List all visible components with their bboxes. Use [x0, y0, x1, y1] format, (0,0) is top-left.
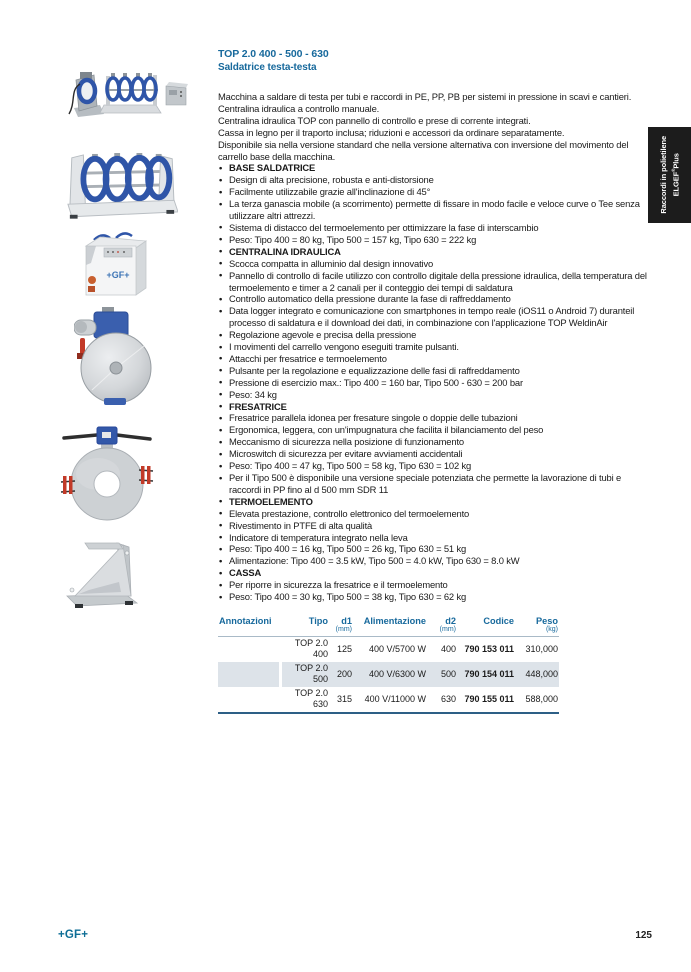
feature-item: • Peso: Tipo 400 = 16 kg, Tipo 500 = 26 kg, Tipo 630 = 51 kg	[219, 542, 467, 555]
cell-d1: 125	[336, 643, 352, 654]
feature-item: • Meccanismo di sicurezza nella posizione di funzionamento	[219, 435, 464, 448]
cell-peso: 448,000	[518, 662, 559, 687]
bullet-icon: •	[219, 388, 223, 400]
cell-peso: 588,000	[518, 687, 559, 713]
bullet-icon: •	[219, 495, 223, 507]
bullet-icon: •	[219, 173, 223, 185]
photo-facing-tool	[74, 306, 154, 405]
col-codice: Codice	[460, 616, 518, 637]
machine-set-illustration	[60, 64, 190, 122]
facing-tool-illustration	[74, 306, 154, 405]
bullet-icon: •	[219, 542, 223, 554]
feature-item: • Controllo automatico della pressione durante la fase di raffreddamento	[219, 292, 511, 305]
gf-logo: +GF+	[58, 929, 89, 941]
col-alimentazione: Alimentazione	[356, 616, 430, 637]
feature-item: • Scocca compatta in alluminio dal design innovativo	[219, 257, 434, 269]
main-content	[218, 48, 655, 714]
feature-item: • Fresatrice parallela idonea per fresature singole o doppie delle tubazioni	[219, 411, 518, 424]
heating-element-illustration	[60, 426, 154, 522]
feature-item: • FRESATRICE	[219, 400, 287, 412]
feature-item: • Microswitch di sicurezza per evitare avviamenti accidentali	[219, 447, 463, 460]
bullet-icon: •	[219, 376, 223, 388]
hydraulic-unit-illustration	[80, 231, 152, 302]
intro-paragraph: Centralina idraulica a controllo manuale.	[218, 102, 380, 114]
cell-d1: 315	[332, 687, 356, 713]
page-title: TOP 2.0 400 - 500 - 630	[218, 48, 329, 60]
cell-tipo: TOP 2.0 400	[294, 638, 328, 660]
bullet-icon: •	[219, 590, 223, 602]
feature-item: • Peso: Tipo 400 = 47 kg, Tipo 500 = 58 kg, Tipo 630 = 102 kg	[219, 459, 472, 472]
bullet-icon: •	[219, 197, 223, 209]
intro-paragraph: Centralina idraulica TOP con pannello di controllo e prese di corrente integrati.	[218, 114, 531, 126]
cell-d2: 500	[430, 662, 460, 687]
bullet-icon: •	[219, 531, 223, 543]
page-number: 125	[635, 930, 652, 941]
feature-list	[218, 162, 655, 603]
bullet-icon: •	[219, 340, 223, 352]
cell-annotazione	[218, 662, 280, 687]
bullet-icon: •	[219, 400, 223, 412]
cell-tipo: TOP 2.0 500	[280, 662, 332, 687]
feature-item: • Regolazione agevole e precisa della pressione	[219, 328, 417, 341]
cell-codice: 790 155 011	[460, 687, 518, 713]
col-d1: d1 (mm)	[332, 616, 356, 637]
bullet-icon: •	[219, 566, 223, 578]
table-row	[218, 687, 559, 713]
category-tab-text	[659, 136, 681, 214]
col-annotazioni: Annotazioni	[218, 616, 280, 637]
bullet-icon: •	[219, 554, 223, 566]
bullet-icon: •	[219, 221, 223, 233]
feature-item: • Pressione di esercizio max.: Tipo 400 = 160 bar, Tipo 500 - 630 = 200 bar	[219, 376, 523, 388]
cell-annotazione	[218, 636, 280, 662]
bullet-icon: •	[219, 364, 223, 376]
tab-line2: ELGEF®Plus	[670, 153, 680, 197]
bullet-icon: •	[219, 257, 223, 269]
bullet-icon: •	[219, 245, 223, 257]
feature-item: • Design di alta precisione, robusta e anti-distorsione	[219, 173, 434, 186]
cell-codice: 790 153 011	[464, 643, 514, 654]
bullet-icon: •	[219, 578, 223, 590]
cell-tipo: TOP 2.0 630	[280, 687, 332, 713]
cell-alimentazione: 400 V/11000 W	[356, 687, 430, 713]
cell-d1: 200	[332, 662, 356, 687]
bullet-icon: •	[219, 233, 223, 245]
feature-item: • Data logger integrato e comunicazione con smartphones in tempo reale (iOS11 o Android 7) duranteil processo di saldatura e il download dei dati, in combinazione con l'applicazione TOP WeldinAir	[219, 304, 635, 329]
page-subtitle: Saldatrice testa-testa	[218, 62, 317, 73]
feature-item: • Peso: Tipo 400 = 80 kg, Tipo 500 = 157 kg, Tipo 630 = 222 kg	[219, 233, 477, 245]
bullet-icon: •	[219, 161, 223, 173]
feature-item: • BASE SALDATRICE	[219, 161, 316, 174]
feature-item: • Alimentazione: Tipo 400 = 3.5 kW, Tipo 500 = 4.0 kW, Tipo 630 = 8.0 kW	[219, 554, 520, 567]
feature-item: • Ergonomica, leggera, con un'impugnatura che facilita il bilanciamento del peso	[219, 423, 544, 436]
table-row	[218, 662, 559, 687]
bullet-icon: •	[219, 411, 223, 423]
gf-mark: +GF+	[106, 270, 130, 280]
base-machine-illustration	[66, 142, 178, 220]
bullet-icon: •	[219, 507, 223, 519]
photo-base-machine	[66, 142, 178, 220]
feature-item: • Per riporre in sicurezza la fresatrice e il termoelemento	[219, 578, 448, 591]
bullet-icon: •	[219, 447, 223, 459]
intro-paragraph: Cassa in legno per il traporto inclusa; riduzioni e accessori da ordinare separatamente.	[218, 126, 565, 138]
bullet-icon: •	[219, 519, 223, 531]
registered-mark: ®	[670, 168, 676, 173]
photo-transport-box	[63, 540, 142, 611]
photo-hydraulic-unit	[80, 231, 152, 302]
cell-alimentazione: 400 V/5700 W	[368, 643, 426, 654]
bullet-icon: •	[219, 328, 223, 340]
bullet-icon: •	[219, 304, 223, 316]
photo-heating-element	[60, 426, 154, 522]
feature-item: • Peso: 34 kg	[219, 388, 277, 400]
cell-alimentazione: 400 V/6300 W	[356, 662, 430, 687]
feature-item: • Elevata prestazione, controllo elettronico del termoelemento	[219, 507, 470, 519]
cell-annotazione	[218, 687, 280, 713]
bullet-icon: •	[219, 352, 223, 364]
bullet-icon: •	[219, 423, 223, 435]
table-header-row	[218, 616, 559, 637]
feature-item: • La terza ganascia mobile (a scorrimento) permette di fissare in modo facile e veloce curve o Tee senza utilizzare altri attrezzi.	[219, 197, 640, 222]
feature-item: • Pannello di controllo di facile utilizzo con controllo digitale della pressione idraulica, della temperatura del termoelemento e timer a 2 canali per il conteggio dei tempi di saldatura	[219, 269, 647, 293]
col-peso: Peso (kg)	[518, 616, 559, 637]
bullet-icon: •	[219, 292, 223, 304]
feature-item: • Peso: Tipo 400 = 30 kg, Tipo 500 = 38 kg, Tipo 630 = 62 kg	[219, 590, 467, 603]
table-row	[218, 636, 559, 662]
feature-item: • Pulsante per la regolazione e equalizzazione delle fasi di raffreddamento	[219, 364, 520, 376]
feature-item: • Indicatore di temperatura integrato nella leva	[219, 531, 408, 543]
bullet-icon: •	[219, 435, 223, 447]
spec-table	[218, 616, 559, 714]
bullet-icon: •	[219, 269, 223, 281]
feature-item: • CENTRALINA IDRAULICA	[219, 245, 341, 257]
feature-item: • Per il Tipo 500 è disponibile una versione speciale potenziata che permette la lavorazione di tubi e raccordi in PP fino al d 500 mm SDR 11	[219, 471, 622, 495]
bullet-icon: •	[219, 459, 223, 471]
intro-paragraph: Macchina a saldare di testa per tubi e raccordi in PE, PP, PB per sistemi in pressione in scavi e cantieri.	[218, 91, 632, 102]
intro-block	[218, 91, 655, 162]
col-d2: d2 (mm)	[430, 616, 460, 637]
cell-d2: 630	[430, 687, 460, 713]
cell-codice: 790 154 011	[460, 662, 518, 687]
bullet-icon: •	[219, 471, 223, 483]
cell-d2: 400	[440, 643, 456, 654]
feature-item: • Facilmente utilizzabile grazie all'inclinazione di 45°	[219, 185, 431, 198]
feature-item: • TERMOELEMENTO	[219, 495, 313, 507]
cell-peso: 310,000	[525, 643, 558, 654]
photo-machine-set-overview	[60, 64, 190, 122]
feature-item: • I movimenti del carrello vengono eseguiti tramite pulsanti.	[219, 340, 459, 353]
transport-box-illustration	[63, 540, 142, 611]
feature-item: • Attacchi per fresatrice e termoelemento	[219, 352, 387, 364]
tab-line1: Raccordi in polietilene	[658, 136, 668, 214]
bullet-icon: •	[219, 185, 223, 197]
feature-item: • Sistema di distacco del termoelemento per ottimizzare la fase di interscambio	[219, 221, 539, 233]
intro-paragraph: Disponibile sia nella versione standard che nella versione alternativa con inversione del movimento del carrello base della macchina.	[218, 138, 629, 162]
feature-item: • CASSA	[219, 566, 262, 579]
feature-item: • Rivestimento in PTFE di alta qualità	[219, 519, 373, 531]
col-tipo: Tipo	[280, 616, 332, 637]
